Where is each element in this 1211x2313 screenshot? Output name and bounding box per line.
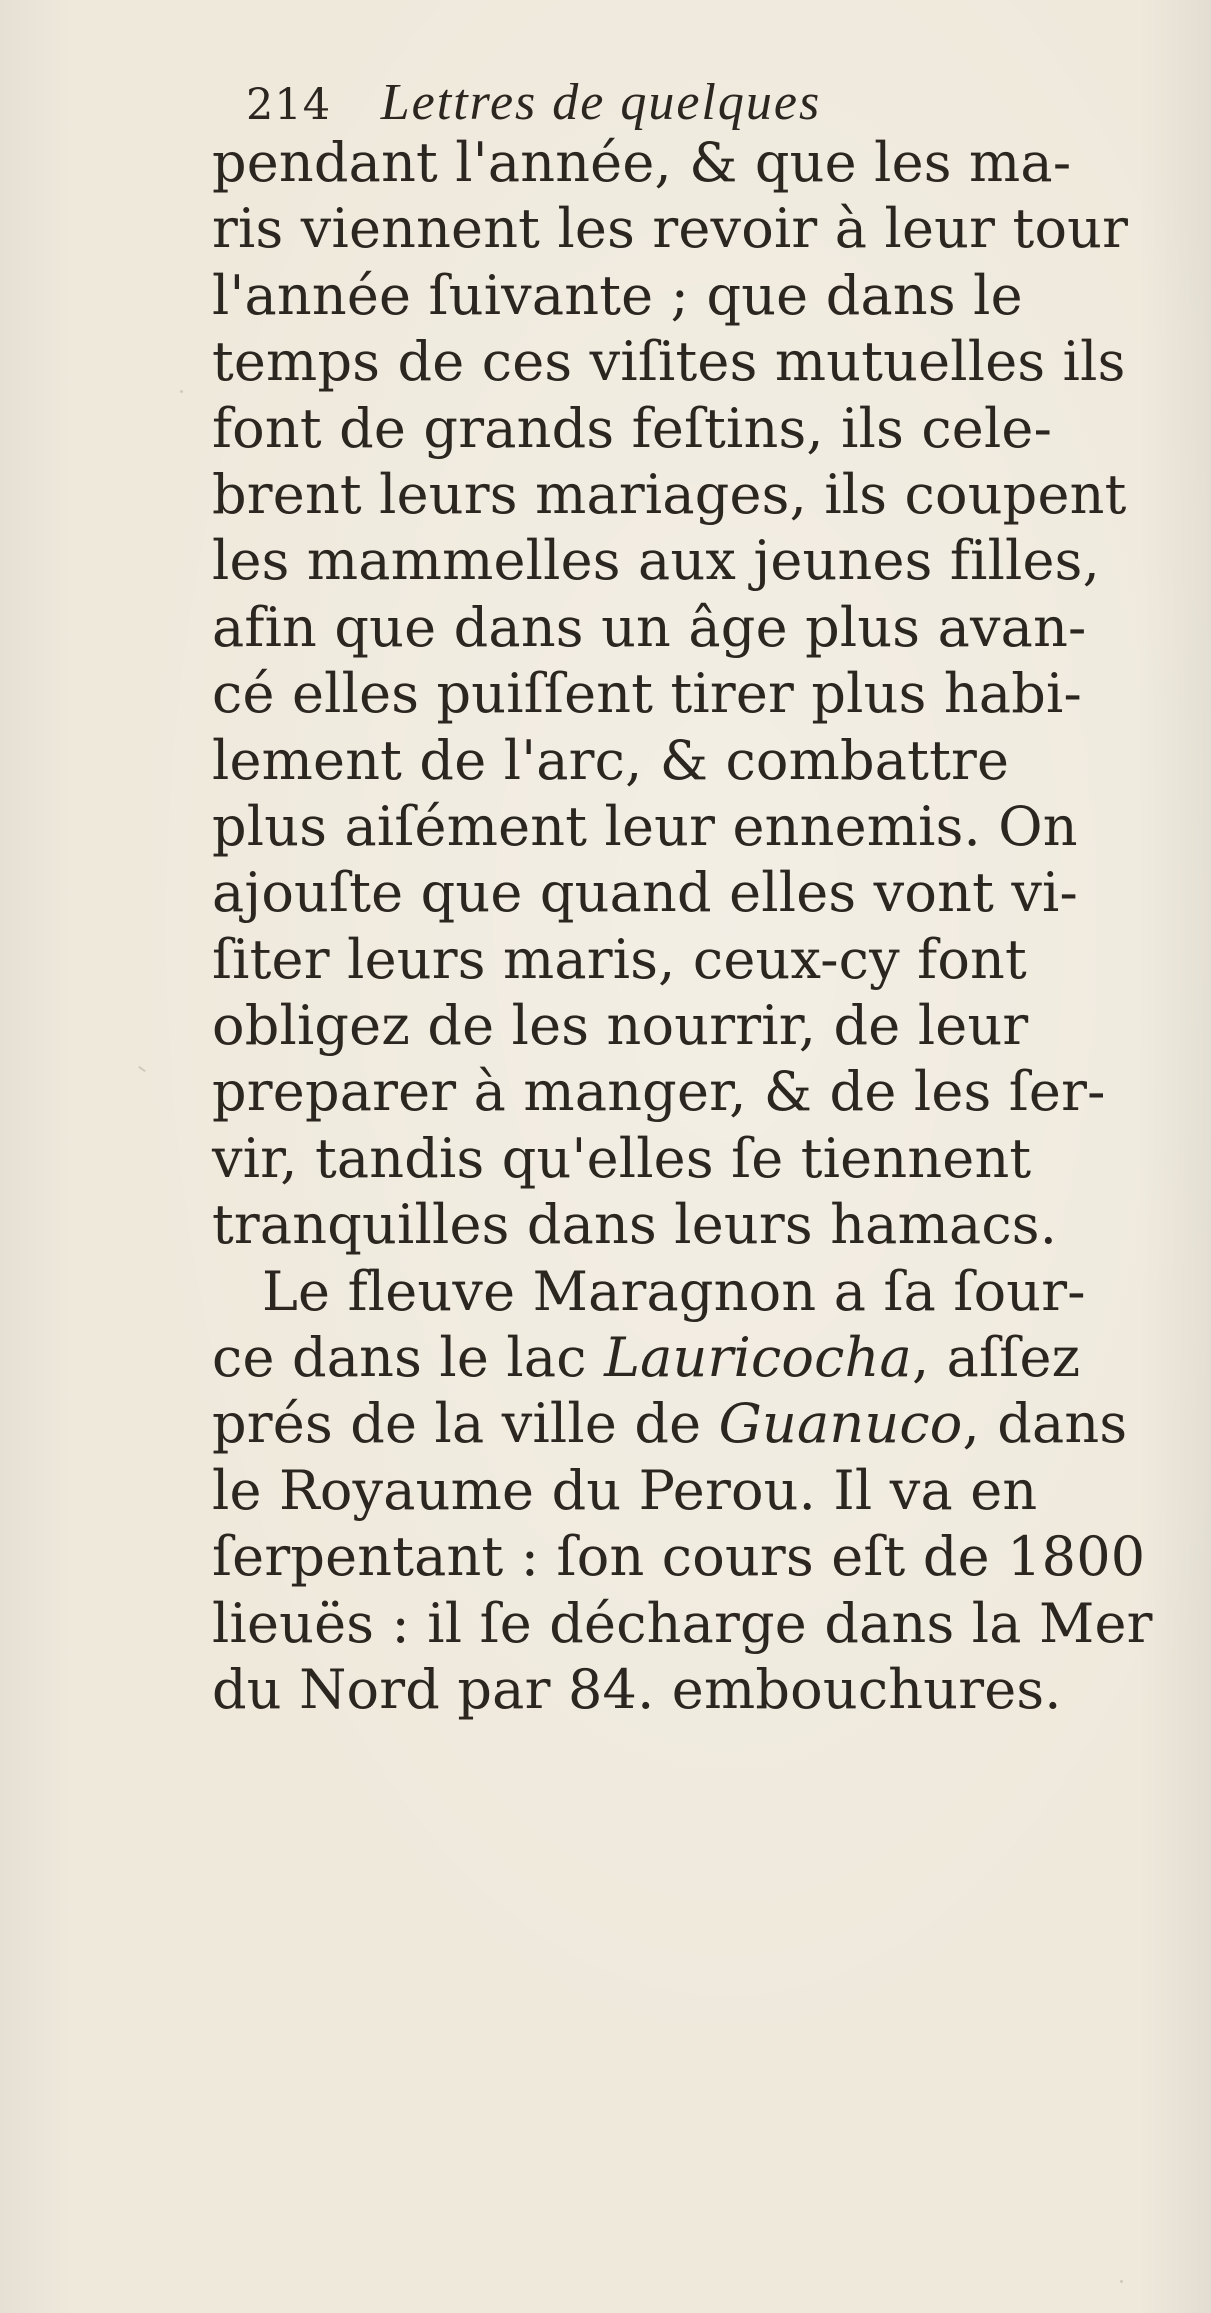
text-line: cé elles puiſſent tirer plus habi- xyxy=(212,662,1082,726)
page-header xyxy=(246,68,1146,138)
place-name-italic: Guanuco xyxy=(718,1392,963,1456)
text-line: preparer à manger, & de les ſer- xyxy=(212,1060,1106,1124)
text-line: les mammelles aux jeunes filles, xyxy=(212,529,1100,593)
paragraph-start-line: Le fleuve Maragnon a ſa ſour- xyxy=(262,1259,1086,1323)
text-line: plus aiſément leur ennemis. On xyxy=(212,794,1078,858)
text-line: le Royaume du Perou. Il va en xyxy=(212,1458,1038,1522)
text-line: ris viennent les revoir à leur tour xyxy=(212,197,1129,261)
text-span: ce dans le lac xyxy=(212,1326,605,1390)
text-line xyxy=(212,1325,1172,1391)
text-line: afin que dans un âge plus avan- xyxy=(212,595,1087,659)
text-line: du Nord par 84. embouchures. xyxy=(212,1657,1062,1721)
text-line: vir, tandis qu'elles ſe tiennent xyxy=(212,1126,1032,1190)
text-span: , aſſez xyxy=(911,1326,1081,1390)
page-number: 214 xyxy=(246,80,332,130)
text-line: font de grands feſtins, ils cele- xyxy=(212,396,1053,460)
paper-speck xyxy=(180,390,183,393)
text-line: lieuës : il ſe décharge dans la Mer xyxy=(212,1591,1153,1655)
text-line: ſerpentant : ſon cours eſt de 1800 xyxy=(212,1525,1146,1589)
text-line: pendant l'année, & que les ma- xyxy=(212,131,1072,194)
text-line: ſiter leurs maris, ceux-cy font xyxy=(212,927,1027,991)
text-line: obligez de les nourrir, de leur xyxy=(212,994,1029,1058)
text-span: , dans xyxy=(962,1392,1128,1456)
text-span: prés de la ville de xyxy=(212,1392,719,1456)
body-text xyxy=(212,130,1172,1723)
text-line: ajouſte que quand elles vont vi- xyxy=(212,861,1078,925)
text-line: l'année ſuivante ; que dans le xyxy=(212,263,1023,327)
text-line: tranquilles dans leurs hamacs. xyxy=(212,1193,1058,1257)
text-line: brent leurs mariages, ils coupent xyxy=(212,462,1127,526)
text-line xyxy=(212,1391,1172,1457)
text-line: lement de l'arc, & combattre xyxy=(212,728,1010,792)
running-title: Lettres de quelques xyxy=(380,74,822,131)
paper-speck xyxy=(138,1066,146,1072)
paper-speck xyxy=(1120,2280,1123,2283)
text-line: temps de ces viſites mutuelles ils xyxy=(212,330,1126,394)
place-name-italic: Lauricocha xyxy=(604,1326,912,1390)
